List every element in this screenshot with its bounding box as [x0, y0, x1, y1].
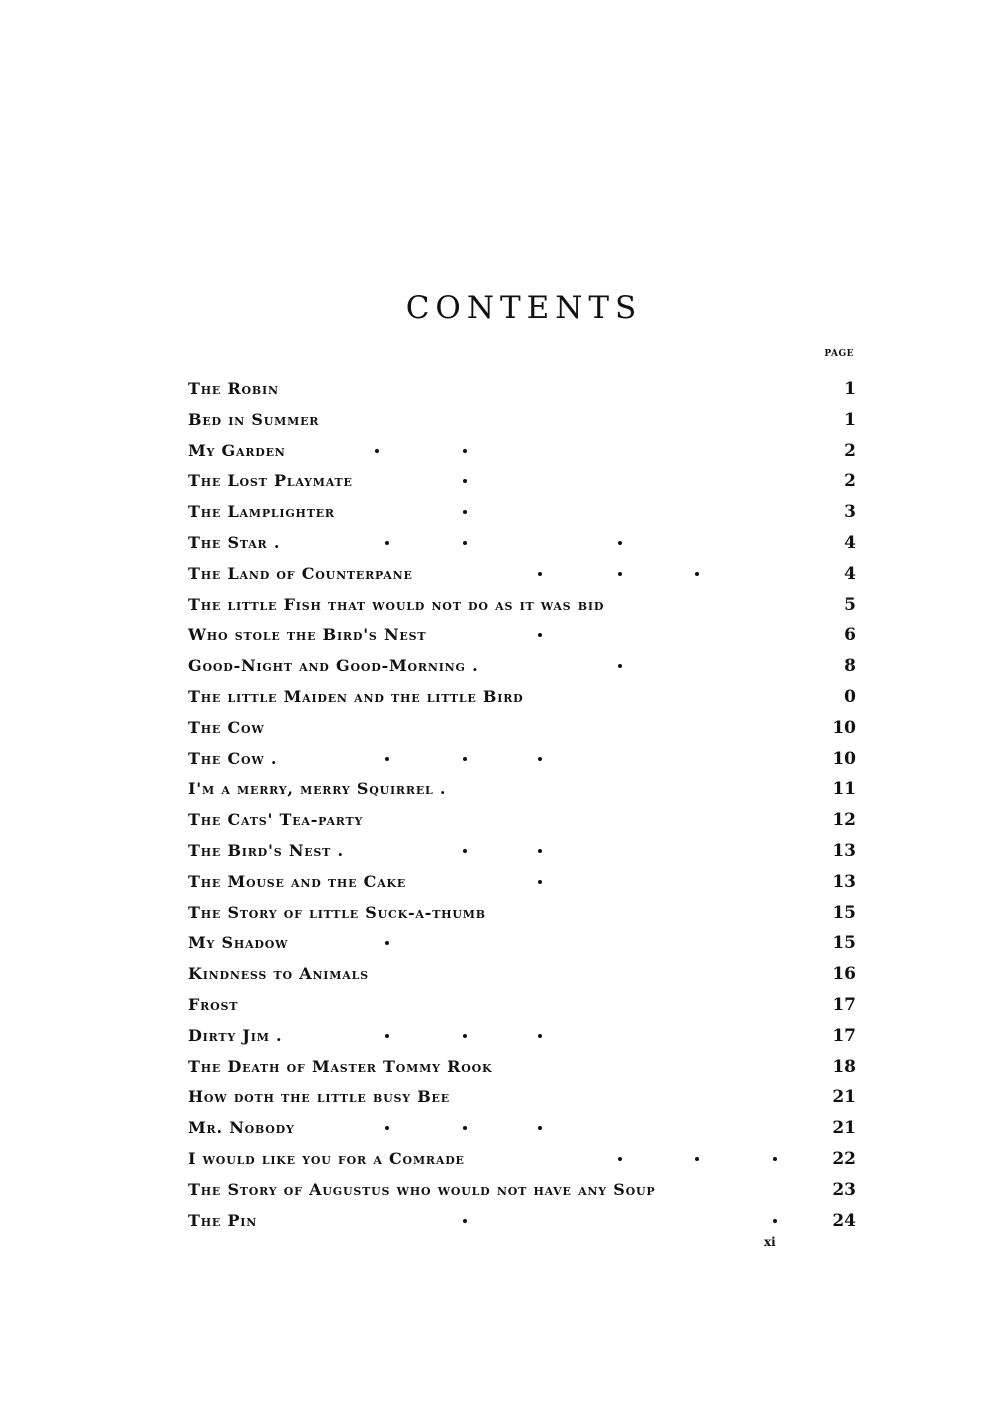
entry-title: My Garden: [188, 440, 286, 460]
entry-title: The Death of Master Tommy Rook: [188, 1056, 493, 1076]
entry-title: How doth the little busy Bee: [188, 1087, 450, 1107]
leader-dot: [463, 757, 467, 761]
entry-page-number: 13: [832, 871, 856, 892]
leader-dot: [773, 1157, 777, 1161]
leader-dot: [463, 1034, 467, 1038]
toc-entry: [188, 1052, 856, 1083]
toc-entry: [188, 713, 856, 744]
toc-entry: [188, 466, 856, 497]
entry-page-number: 16: [832, 964, 856, 985]
toc-entry: [188, 1206, 856, 1237]
entry-page-number: 10: [832, 717, 856, 738]
leader-dot: [695, 572, 699, 576]
toc-entry: [188, 959, 856, 990]
leader-dot: [463, 449, 467, 453]
entry-page-number: 17: [832, 1025, 856, 1046]
toc-entry: [188, 436, 856, 467]
entry-title: The Story of Augustus who would not have any Soup: [188, 1179, 656, 1199]
leader-dot: [618, 541, 622, 545]
leader-dot: [463, 1219, 467, 1223]
toc-entry: [188, 774, 856, 805]
toc-entry: [188, 682, 856, 713]
entry-page-number: 2: [844, 440, 856, 461]
toc-entry: [188, 990, 856, 1021]
entry-page-number: 11: [832, 779, 856, 800]
entry-page-number: 1: [844, 409, 856, 430]
entry-page-number: 12: [832, 810, 856, 831]
leader-dot: [538, 849, 542, 853]
entry-page-number: 22: [832, 1148, 856, 1169]
leader-dot: [463, 479, 467, 483]
entry-title: The Star .: [188, 532, 281, 552]
toc-entry: [188, 928, 856, 959]
toc-entry: [188, 1113, 856, 1144]
toc-entry: [188, 590, 856, 621]
entry-page-number: 15: [832, 933, 856, 954]
leader-dot: [538, 572, 542, 576]
leader-dot: [463, 510, 467, 514]
entry-page-number: 23: [832, 1179, 856, 1200]
leader-dot: [618, 1157, 622, 1161]
leader-dot: [538, 880, 542, 884]
leader-dot: [618, 572, 622, 576]
entry-title: Kindness to Animals: [188, 964, 369, 984]
entry-title: Bed in Summer: [188, 409, 320, 429]
leader-dot: [538, 1126, 542, 1130]
leader-dot: [385, 941, 389, 945]
leader-dot: [385, 1034, 389, 1038]
entry-title: The Lost Playmate: [188, 471, 353, 491]
toc-entry: [188, 836, 856, 867]
entry-title: The little Fish that would not do as it was bid: [188, 594, 605, 614]
contents-list: [188, 374, 856, 1236]
entry-page-number: 6: [844, 625, 856, 646]
entry-title: The little Maiden and the little Bird: [188, 686, 524, 706]
leader-dot: [385, 541, 389, 545]
entry-page-number: 3: [844, 502, 856, 523]
toc-entry: [188, 528, 856, 559]
toc-entry: [188, 374, 856, 405]
entry-title: I would like you for a Comrade: [188, 1148, 465, 1168]
leader-dot: [463, 849, 467, 853]
entry-page-number: 1: [844, 379, 856, 399]
toc-entry: [188, 1144, 856, 1175]
entry-page-number: 8: [844, 656, 856, 677]
entry-title: The Land of Counterpane: [188, 563, 413, 583]
entry-page-number: 5: [844, 594, 856, 615]
entry-page-number: 21: [832, 1087, 856, 1108]
entry-title: The Bird's Nest .: [188, 840, 344, 860]
entry-title: The Lamplighter: [188, 502, 335, 522]
entry-title: The Cats' Tea-party: [188, 810, 364, 830]
entry-title: Who stole the Bird's Nest: [188, 625, 427, 645]
entry-title: The Mouse and the Cake: [188, 871, 407, 891]
page-column-header: PAGE: [824, 349, 854, 359]
entry-title: The Story of little Suck-a-thumb: [188, 902, 486, 922]
leader-dot: [385, 1126, 389, 1130]
toc-entry: [188, 1021, 856, 1052]
leader-dot: [773, 1219, 777, 1223]
entry-page-number: 4: [844, 563, 856, 584]
entry-title: The Cow: [188, 717, 265, 737]
entry-page-number: 13: [832, 840, 856, 861]
entry-page-number: 0: [844, 686, 856, 707]
toc-entry: [188, 620, 856, 651]
leader-dot: [385, 757, 389, 761]
toc-entry: [188, 1175, 856, 1206]
toc-entry: [188, 805, 856, 836]
entry-title: The Cow .: [188, 748, 278, 768]
toc-entry: [188, 559, 856, 590]
entry-page-number: 18: [832, 1056, 856, 1077]
leader-dot: [695, 1157, 699, 1161]
entry-title: The Pin: [188, 1210, 258, 1230]
entry-title: The Robin: [188, 379, 279, 398]
entry-title: I'm a merry, merry Squirrel .: [188, 779, 447, 799]
leader-dot: [538, 1034, 542, 1038]
entry-title: My Shadow: [188, 933, 289, 953]
toc-entry: [188, 867, 856, 898]
entry-title: Frost: [188, 994, 239, 1014]
entry-page-number: 4: [844, 532, 856, 553]
entry-page-number: 24: [832, 1210, 856, 1231]
entry-page-number: 10: [832, 748, 856, 769]
entry-page-number: 21: [832, 1118, 856, 1139]
entry-title: Mr. Nobody: [188, 1118, 295, 1138]
toc-entry: [188, 898, 856, 929]
leader-dot: [538, 757, 542, 761]
leader-dot: [463, 541, 467, 545]
entry-title: Dirty Jim .: [188, 1025, 283, 1045]
leader-dot: [375, 449, 379, 453]
entry-page-number: 15: [832, 902, 856, 923]
toc-entry: [188, 405, 856, 436]
toc-entry: [188, 744, 856, 775]
toc-entry: [188, 651, 856, 682]
entry-page-number: 17: [832, 994, 856, 1015]
leader-dot: [538, 633, 542, 637]
leader-dot: [463, 1126, 467, 1130]
toc-entry: [188, 497, 856, 528]
entry-title: Good-Night and Good-Morning .: [188, 656, 479, 676]
page-folio: xi: [764, 1235, 776, 1249]
page-title: CONTENTS: [405, 290, 643, 326]
toc-entry: [188, 1082, 856, 1113]
leader-dot: [618, 664, 622, 668]
entry-page-number: 2: [844, 471, 856, 492]
